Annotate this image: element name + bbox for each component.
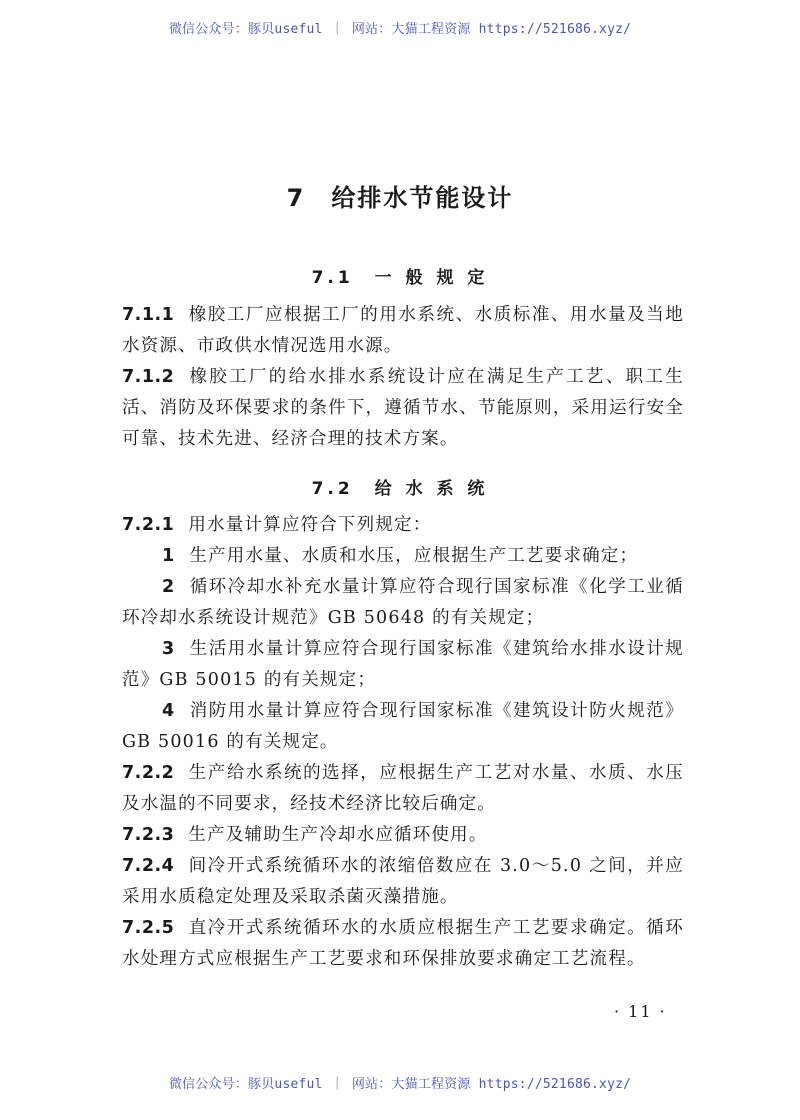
item-text: 循环冷却水补充水量计算应符合现行国家标准《化学工业循环冷却水系统设计规范》GB 50648 的有关规定； <box>122 577 684 628</box>
clause-text: 生产给水系统的选择，应根据生产工艺对水量、水质、水压及水温的不同要求，经技术经济比较后确定。 <box>122 763 684 814</box>
chapter-title: 7 给排水节能设计 <box>286 184 514 212</box>
clause-7-2-1 <box>122 510 684 541</box>
watermark-top: 微信公众号：豚贝useful ｜ 网站：大猫工程资源 https://521686.xyz/ <box>168 22 632 37</box>
list-item-2 <box>122 572 684 634</box>
clause-number: 7.2.5 <box>122 918 175 938</box>
item-text: 生活用水量计算应符合现行国家标准《建筑给水排水设计规范》GB 50015 的有关规定； <box>122 639 684 690</box>
clause-number: 7.1.1 <box>122 305 175 325</box>
item-number: 3 <box>162 639 176 659</box>
clause-number: 7.2.2 <box>122 763 175 783</box>
item-number: 1 <box>162 546 176 566</box>
item-text: 消防用水量计算应符合现行国家标准《建筑设计防火规范》GB 50016 的有关规定。 <box>122 701 684 752</box>
clause-text: 橡胶工厂应根据工厂的用水系统、水质标准、用水量及当地水资源、市政供水情况选用水源。 <box>122 305 684 356</box>
watermark-bottom: 微信公众号：豚贝useful ｜ 网站：大猫工程资源 https://521686.xyz/ <box>168 1077 632 1092</box>
clause-number: 7.2.1 <box>122 515 175 535</box>
list-item-1 <box>122 541 684 572</box>
clause-text: 间冷开式系统循环水的浓缩倍数应在 3.0～5.0 之间，并应采用水质稳定处理及采取杀菌灭藻措施。 <box>122 856 684 907</box>
clause-7-2-3 <box>122 820 684 851</box>
clause-7-2-4 <box>122 851 684 913</box>
list-item-3 <box>122 634 684 696</box>
clause-7-1-2 <box>122 362 684 455</box>
clause-7-1-1 <box>122 300 684 362</box>
clause-number: 7.2.4 <box>122 856 175 876</box>
list-item-4 <box>122 696 684 758</box>
clause-text: 生产及辅助生产冷却水应循环使用。 <box>188 825 488 845</box>
clause-number: 7.1.2 <box>122 367 175 387</box>
clause-text: 橡胶工厂的给水排水系统设计应在满足生产工艺、职工生活、消防及环保要求的条件下，遵循节水、节能原则，采用运行安全可靠、技术先进、经济合理的技术方案。 <box>122 367 684 449</box>
clause-text: 直冷开式系统循环水的水质应根据生产工艺要求确定。循环水处理方式应根据生产工艺要求和环保排放要求确定工艺流程。 <box>122 918 684 969</box>
section-title-7-2: 7.2 给 水 系 统 <box>311 479 489 499</box>
item-number: 2 <box>162 577 176 597</box>
item-number: 4 <box>162 701 176 721</box>
section-title-7-1: 7.1 一 般 规 定 <box>311 268 489 288</box>
clause-text: 用水量计算应符合下列规定： <box>188 515 432 535</box>
clause-7-2-2 <box>122 758 684 820</box>
item-text: 生产用水量、水质和水压，应根据生产工艺要求确定； <box>189 546 639 566</box>
clause-7-2-5 <box>122 913 684 975</box>
page-number: · 11 · <box>614 1002 667 1021</box>
clause-number: 7.2.3 <box>122 825 175 845</box>
